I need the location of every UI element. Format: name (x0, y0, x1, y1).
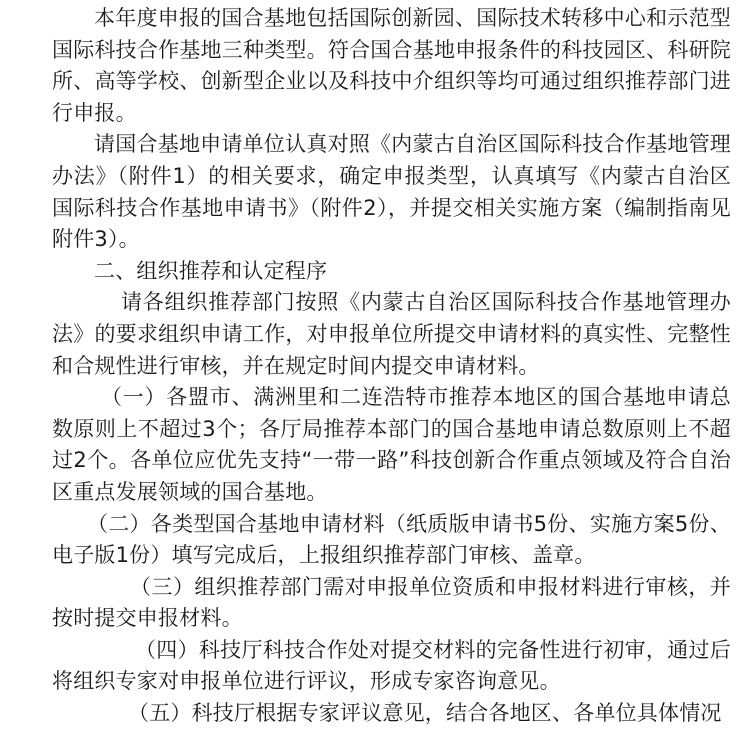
paragraph-item-2: （二）各类型国合基地申请材料（纸质版申请书5份、实施方案5份、电子版1份）填写完成后，上报组织推荐部门审核、盖章。 (52, 511, 731, 568)
paragraph-item-5: （五）科技厅根据专家评议意见，结合各地区、各单位具体情况 (128, 701, 722, 726)
paragraph-application-requirements: 请国合基地申请单位认真对照《内蒙古自治区国际科技合作基地管理办法》（附件1）的相关要求，确定申报类型，认真填写《内蒙古自治区国际科技合作基地申请书》（附件2），并提交相关实施方案（编制指南见附件3）。 (52, 132, 731, 252)
paragraph-application-types: 本年度申报的国合基地包括国际创新园、国际技术转移中心和示范型国际科技合作基地三种类型。符合国合基地申报条件的科技园区、科研院所、高等学校、创新型企业以及科技中介组织等均可通过组织推荐部门进行申报。 (52, 6, 731, 125)
paragraph-item-3: （三）组织推荐部门需对申报单位资质和申报材料进行审核，并按时提交申报材料。 (52, 574, 731, 631)
paragraph-item-4: （四）科技厅科技合作处对提交材料的完备性进行初审，通过后将组织专家对申报单位进行评议，形成专家咨询意见。 (52, 637, 731, 694)
section-heading-procedure: 二、组织推荐和认定程序 (94, 258, 328, 283)
paragraph-item-1: （一）各盟市、满洲里和二连浩特市推荐本地区的国合基地申请总数原则上不超过3个；各厅局推荐本部门的国合基地申请总数原则上不超过2个。各单位应优先支持“一带一路”科技创新合作重点领域及符合自治区重点发展领域的国合基地。 (52, 385, 731, 504)
paragraph-procedure-intro: 请各组织推荐部门按照《内蒙古自治区国际科技合作基地管理办法》的要求组织申请工作，对申报单位所提交申请材料的真实性、完整性和合规性进行审核，并在规定时间内提交申请材料。 (52, 290, 731, 378)
